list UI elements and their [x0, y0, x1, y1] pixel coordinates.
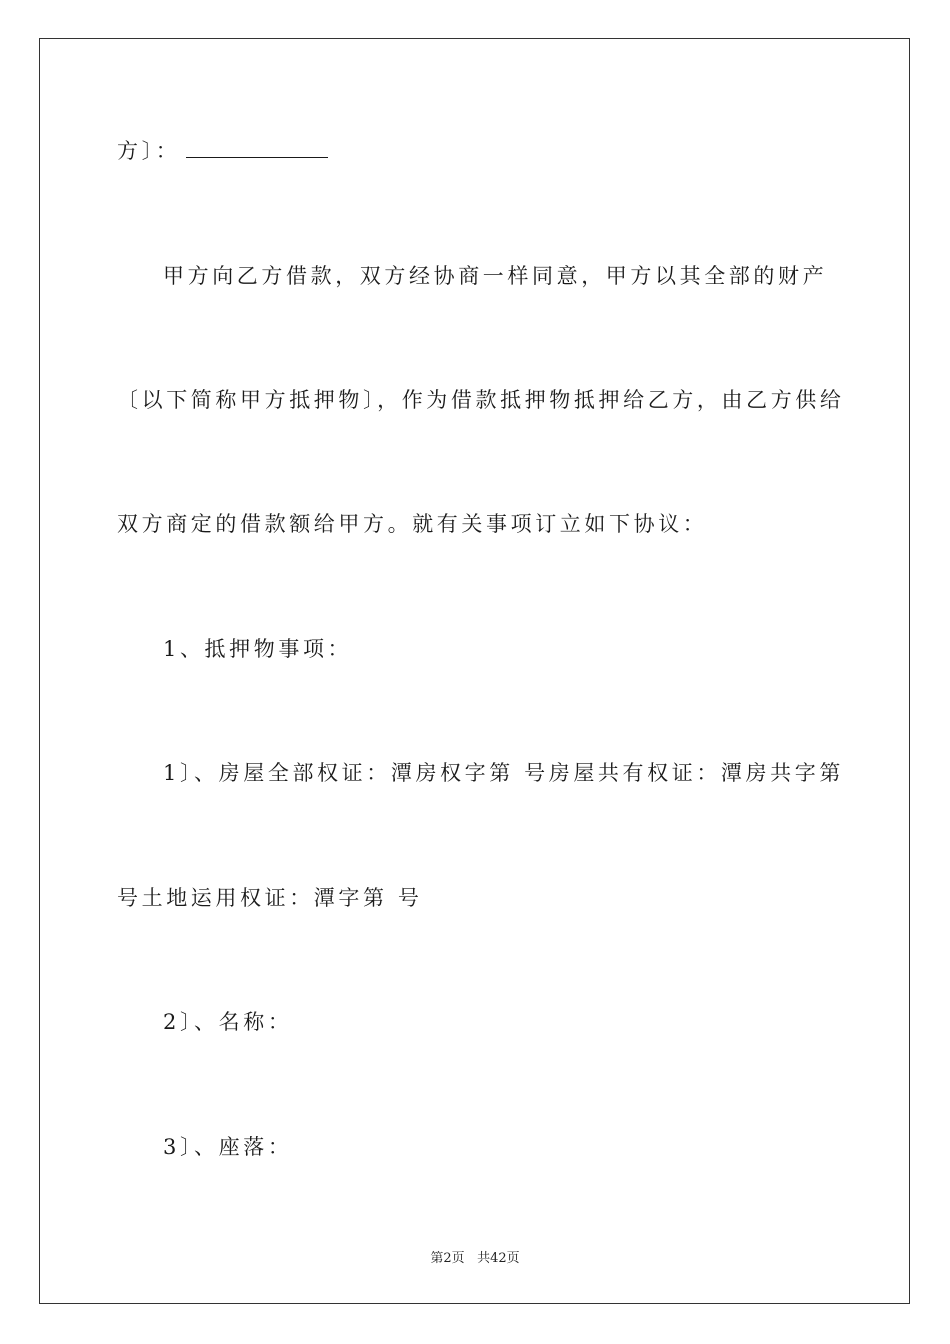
text-line-1	[117, 136, 328, 166]
item-1-line-1: 1〕、房屋全部权证：潭房权字第 号房屋共有权证：潭房共字第	[163, 761, 844, 785]
page-footer	[0, 1247, 950, 1266]
paragraph-1-line-1: 甲方向乙方借款，双方经协商一样同意，甲方以其全部的财产	[163, 264, 828, 288]
item-3-location: 3〕、座落：	[163, 1135, 293, 1159]
page-number: 第2页	[430, 1251, 465, 1266]
blank-underline	[186, 137, 328, 158]
party-label: 方〕：	[117, 139, 181, 163]
total-pages: 共42页	[477, 1251, 520, 1266]
section-heading-collateral: 1、抵押物事项：	[163, 637, 353, 661]
item-1-line-2: 号土地运用权证：潭字第 号	[117, 886, 423, 910]
paragraph-1-line-3: 双方商定的借款额给甲方。就有关事项订立如下协议：	[117, 512, 708, 536]
page-border	[39, 38, 910, 1304]
item-2-name: 2〕、名称：	[163, 1010, 293, 1034]
paragraph-1-line-2: 〔以下简称甲方抵押物〕，作为借款抵押物抵押给乙方，由乙方供给	[117, 388, 845, 412]
